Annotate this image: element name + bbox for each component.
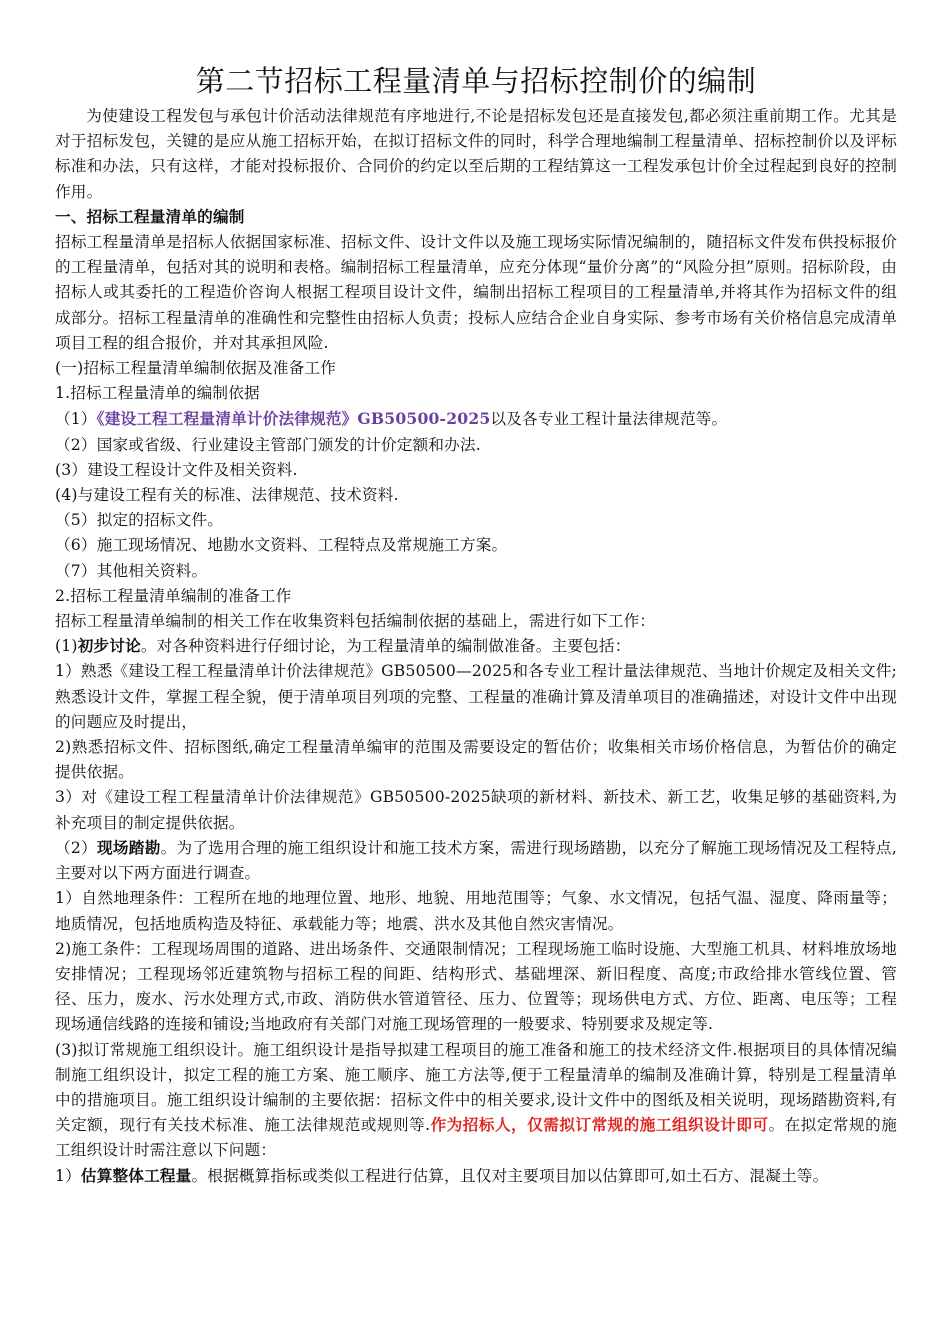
prep-item-3-text: (3)拟订常规施工组织设计。施工组织设计是指导拟建工程项目的施工准备和施工的技术经济文件.根据项目的具体情况编制施工组织设计，拟定工程的施工方案、施工顺序、施工方法等,便于工程量清单的编制及准确计算，特别是工程量清单中的措施项目。施工组织设计编制的主要依据：招标文件中的相关要求,设计文件中的图纸及相关说明，现场踏勘资料,有关定额，现行有关技术标准、施工法律规范或规则等.	[55, 1040, 897, 1135]
prep-item-3-1-rest: 。根据概算指标或类似工程进行估算，且仅对主要项目加以估算即可,如土石方、混凝土等。	[191, 1166, 829, 1185]
document-page	[55, 58, 897, 1189]
prep-lead: 招标工程量清单编制的相关工作在收集资料包括编制依据的基础上，需进行如下工作：	[55, 612, 656, 631]
section-body: 招标工程量清单是招标人依据国家标准、招标文件、设计文件以及施工现场实际情况编制的，随招标文件发布供投标报价的工程量清单，包括对其的说明和表格。编制招标工程量清单，应充分体现“量价分离”的“风险分担”原则。招标阶段，由招标人或其委托的工程造价咨询人根据工程项目设计文件，编制出招标工程项目的工程量清单,并将其作为招标文件的组成部分。招标工程量清单的准确性和完整性由招标人负责；投标人应结合企业自身实际、参考市场有关价格信息完成清单项目工程的组合报价，并对其承担风险.	[55, 233, 897, 352]
prep-item-2-bold: 现场踏勘	[97, 838, 161, 857]
standard-link[interactable]: 《建设工程工程量清单计价法律规范》GB50500-2025	[96, 409, 491, 429]
basis-item-2: （2）国家或省级、行业建设主管部门颁发的计价定额和办法.	[55, 435, 481, 454]
basis-item-5: （5）拟定的招标文件。	[55, 511, 224, 530]
page-title: 第二节招标工程量清单与招标控制价的编制	[195, 64, 757, 98]
subsection-heading: (一)招标工程量清单编制依据及准备工作	[55, 359, 337, 378]
prep-item-1-3: 3）对《建设工程工程量清单计价法律规范》GB50500-2025缺项的新材料、新技术、新工艺，收集足够的基础资料,为补充项目的制定提供依据。	[55, 788, 897, 832]
prep-item-1-1: 1）熟悉《建设工程工程量清单计价法律规范》GB50500—2025和各专业工程计量法律规范、当地计价规定及相关文件;熟悉设计文件，掌握工程全貌，便于清单项目列项的完整、工程量的准确计算及清单项目的准确描述，对设计文件中出现的问题应及时提出，	[55, 662, 897, 731]
prep-item-1-bold: 初步讨论	[77, 637, 141, 656]
basis-item-1-prefix: （1）	[55, 410, 97, 429]
prep-item-1-prefix: (1)	[55, 637, 78, 656]
prep-heading: 2.招标工程量清单编制的准备工作	[55, 586, 292, 605]
prep-item-3-1	[55, 1164, 897, 1189]
basis-item-4: (4)与建设工程有关的标准、法律规范、技术资料.	[55, 486, 399, 505]
prep-item-2-rest: 。为了选用合理的施工组织设计和施工技术方案，需进行现场踏勘，以充分了解施工现场情况及工程特点,主要对以下两方面进行调查。	[55, 838, 897, 883]
section-heading: 一、招标工程量清单的编制	[55, 207, 245, 226]
prep-item-2-1: 1）自然地理条件：工程所在地的地理位置、地形、地貌、用地范围等；气象、水文情况，包括气温、湿度、降雨量等；地质情况，包括地质构造及特征、承载能力等；地震、洪水及其他自然灾害情况。	[55, 889, 897, 933]
basis-item-3: (3）建设工程设计文件及相关资料.	[55, 460, 298, 479]
prep-item-2-prefix: （2）	[55, 838, 98, 857]
prep-item-2-2: 2)施工条件：工程现场周围的道路、进出场条件、交通限制情况；工程现场施工临时设施、大型施工机具、材料堆放场地安排情况；工程现场邻近建筑物与招标工程的间距、结构形式、基础埋深、新旧程度、高度;市政给排水管线位置、管径、压力，废水、污水处理方式,市政、消防供水管道管径、压力、位置等；现场供电方式、方位、距离、电压等；工程现场通信线路的连接和铺设;当地政府有关部门对施工现场管理的一般要求、特别要求及规定等.	[55, 939, 897, 1034]
prep-item-3-1-prefix: 1）	[55, 1166, 81, 1185]
prep-item-3	[55, 1038, 897, 1164]
prep-item-2	[55, 836, 897, 886]
basis-item-6: （6）施工现场情况、地勘水文资料、工程特点及常规施工方案。	[55, 536, 508, 555]
basis-item-1-suffix: 以及各专业工程计量法律规范等。	[490, 410, 728, 429]
basis-heading: 1.招标工程量清单的编制依据	[55, 384, 260, 403]
prep-item-1	[55, 634, 897, 659]
basis-item-1	[55, 406, 897, 432]
prep-item-3-after: 。在拟定常规的施工组织设计时需注意以下问题：	[55, 1116, 897, 1160]
highlighted-note: 作为招标人，仅需拟订常规的施工组织设计即可	[430, 1116, 769, 1135]
intro-paragraph: 为使建设工程发包与承包计价活动法律规范有序地进行,不论是招标发包还是直接发包,都必须注重前期工作。尤其是对于招标发包，关键的是应从施工招标开始，在拟订招标文件的同时，科学合理地编制工程量清单、招标控制价以及评标标准和办法，只有这样，才能对投标报价、合同价的约定以至后期的工程结算这一工程发承包计价全过程起到良好的控制作用。	[55, 107, 897, 201]
prep-item-1-rest: 。对各种资料进行仔细讨论，为工程量清单的编制做准备。主要包括：	[140, 637, 631, 656]
prep-item-1-2: 2)熟悉招标文件、招标图纸,确定工程量清单编审的范围及需要设定的暂估价；收集相关市场价格信息，为暂估价的确定提供依据。	[55, 738, 897, 782]
basis-item-7: （7）其他相关资料。	[55, 561, 208, 580]
prep-item-3-1-bold: 估算整体工程量	[80, 1166, 192, 1185]
